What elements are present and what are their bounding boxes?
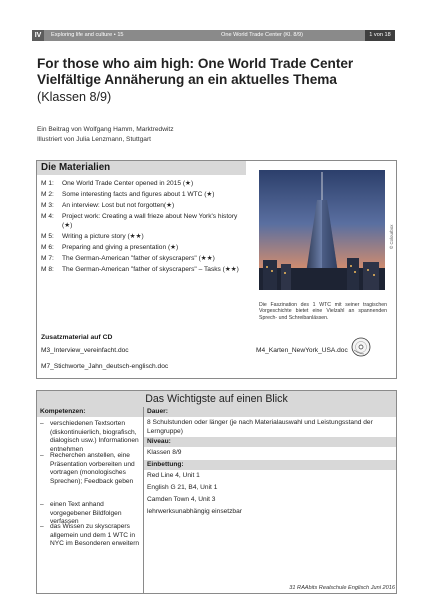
material-title: Some interesting facts and figures about 1 WTC (★) <box>62 191 215 199</box>
overview-table <box>36 407 397 594</box>
materials-heading: Die Materialien <box>41 162 111 173</box>
competence-text: Recherchen anstellen, eine Präsentation vorbereiten und vortragen (monologisches Sprechen); Feedback geben <box>50 452 135 485</box>
material-title: An interview: Lost but not forgotten(★) <box>62 202 175 210</box>
embedding-item: Red Line 4, Unit 1 <box>147 472 200 479</box>
competences-column <box>37 407 144 593</box>
overview-heading: Das Wichtigste auf einen Blick <box>145 393 288 405</box>
embedding-item: Camden Town 4, Unit 3 <box>147 496 216 503</box>
materials-box <box>36 160 397 379</box>
bullet-dash-icon: – <box>40 501 44 508</box>
level-label: Niveau: <box>144 437 396 447</box>
header-bar <box>32 30 395 41</box>
title-line-1: For those who aim high: One World Trade Center <box>37 56 354 71</box>
material-title: Project work: Creating a wall frieze about New York's history (★) <box>62 213 238 229</box>
author-line: Ein Beitrag von Wolfgang Hamm, Marktredwitz <box>37 126 174 133</box>
page-title <box>37 56 397 88</box>
duration-text: 8 Schulstunden oder länger (je nach Materialauswahl und Leistungsstand der Lerngruppe) <box>147 419 373 435</box>
competence-text: verschiedenen Textsorten (diskontinuierlich, biografisch, dialogisch usw.) Informationen entnehmen <box>50 420 139 453</box>
embedding-label: Einbettung: <box>144 460 396 470</box>
material-number: M 8: <box>41 266 54 274</box>
material-title: The German-American "father of skyscrapers" – Tasks (★★) <box>62 266 239 274</box>
material-number: M 7: <box>41 255 54 263</box>
list-item <box>40 452 142 486</box>
material-title: The German-American "father of skyscrapers" (★★) <box>62 255 215 263</box>
list-item <box>41 202 249 211</box>
header-topic: Exploring life and culture • 15 <box>51 32 124 38</box>
list-item <box>41 255 249 264</box>
list-item <box>41 266 249 275</box>
cd-file: M3_Interview_vereinfacht.doc <box>41 347 129 354</box>
section-number: IV <box>32 30 44 41</box>
material-number: M 5: <box>41 232 54 240</box>
page-subtitle: (Klassen 8/9) <box>37 90 112 104</box>
material-title: Writing a picture story (★★) <box>62 232 144 240</box>
list-item <box>40 420 142 454</box>
material-number: M 6: <box>41 243 54 251</box>
bullet-dash-icon: – <box>40 420 44 427</box>
materials-heading-bar <box>37 161 246 175</box>
material-number: M 2: <box>41 191 54 199</box>
header-unit: One World Trade Center (Kl. 8/9) <box>221 32 303 38</box>
cd-file: M7_Stichworte_Jahn_deutsch-englisch.doc <box>41 363 169 370</box>
list-item <box>40 523 142 549</box>
embedding-item: English G 21, B4, Unit 1 <box>147 484 218 491</box>
list-item <box>41 233 249 242</box>
bullet-dash-icon: – <box>40 523 44 530</box>
title-line-2: Vielfältige Annäherung an ein aktuelles Thema <box>37 72 337 87</box>
illustrator-line: Illustriert von Julia Lenzmann, Stuttgart <box>37 136 151 143</box>
overview-heading-bar <box>36 390 397 408</box>
credits <box>37 125 174 145</box>
material-number: M 1: <box>41 180 54 187</box>
bullet-dash-icon: – <box>40 452 44 459</box>
photo-caption: Die Faszination des 1 WTC mit seiner tragischen Vorgeschichte bietet eine Vielzahl an spannenden Sprech- und Schreibanlässen. <box>259 302 387 321</box>
list-item <box>41 244 249 253</box>
material-number: M 4: <box>41 213 54 221</box>
material-title: Preparing and giving a presentation (★) <box>62 243 179 251</box>
cd-heading: Zusatzmaterial auf CD <box>41 334 113 341</box>
competence-text: das Wissen zu skyscrapers allgemein und dem 1 WTC in NYC im Besonderen erweitern <box>50 523 140 547</box>
cd-icon <box>351 337 371 357</box>
material-number: M 3: <box>41 202 54 210</box>
wtc-photo <box>259 170 385 290</box>
embedding-item: lehrwerksunabhängig einsetzbar <box>147 508 242 515</box>
material-title: One World Trade Center opened in 2015 (★) <box>62 180 194 187</box>
page-footer: 31 RAAbits Realschule Englisch Juni 2016 <box>289 585 395 591</box>
competence-text: einen Text anhand vorgegebener Bildfolgen verfassen <box>50 501 122 525</box>
list-item <box>41 180 249 189</box>
list-item <box>41 213 249 230</box>
page-indicator: 1 von 18 <box>365 30 395 41</box>
level-text: Klassen 8/9 <box>147 449 182 456</box>
list-item <box>41 191 249 200</box>
materials-list <box>41 180 249 277</box>
competences-label: Kompetenzen: <box>37 407 143 417</box>
duration-label: Dauer: <box>144 407 396 417</box>
cd-file: M4_Karten_NewYork_USA.doc <box>256 347 348 354</box>
photo-credit: © Colourbox <box>389 224 394 249</box>
details-column <box>144 407 396 593</box>
